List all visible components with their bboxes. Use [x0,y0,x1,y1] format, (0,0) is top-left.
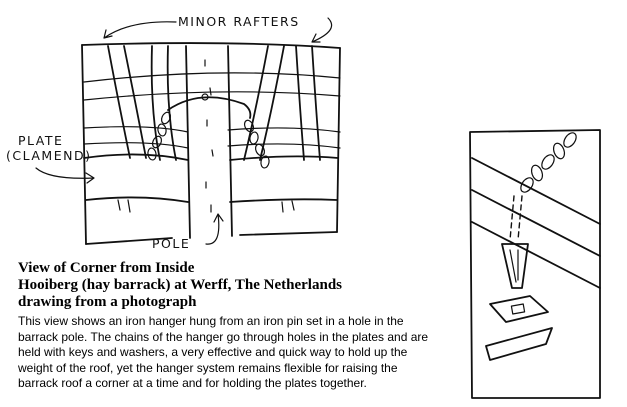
caption-title-line3: drawing from a photograph [18,294,197,310]
back-beam-lower [84,92,340,100]
back-beam [84,73,340,82]
caption-title-line1: View of Corner from Inside [18,260,195,276]
mid-beam-lower [84,143,340,148]
minor-rafters-arrow-left [104,22,176,38]
detail-key [502,244,528,288]
minor-rafters-arrow-right [312,18,332,42]
frame-bottom [86,232,337,244]
plate-label-group [6,133,94,183]
plate-key [118,200,294,212]
minor-rafters-label: MINOR RAFTERS [178,14,300,29]
detail-washer [490,296,548,322]
pole-label: POLE [152,236,191,251]
minor-rafter [168,46,176,160]
detail-chain-hidden [510,196,522,240]
detail-washer-hole [511,304,524,314]
minor-rafter [260,46,284,160]
caption [18,260,438,392]
detail-key-shading [510,250,518,282]
frame-top [82,43,340,48]
caption-body: This view shows an iron hanger hung from an iron pin set in a hole in the barrack pole. The chains of the hanger go through holes in the plates and are held with keys and washers, a very effective and quick way to hold up the weight of the roof, yet the hanger system remains flexible for raising the barrack roof a corner at a time and for holding the plates together. [18,314,429,390]
plate-beam-top [84,154,338,160]
plate-beam-bottom [86,197,337,202]
caption-title-line2: Hooiberg (hay barrack) at Werff, The Netherlands [18,277,343,293]
minor-rafter [296,46,304,160]
minor-rafters-label-group [104,14,332,42]
plate-label-line1: PLATE [18,133,64,148]
detail-plate-top [472,158,600,224]
pole-left-edge [186,46,190,238]
pole-label-arrow [206,214,223,244]
corner-view-sketch [82,43,340,244]
pole-grain [205,60,213,212]
pole-label-group [152,214,223,251]
minor-rafter [312,46,320,160]
hanger-detail-sketch [470,130,600,398]
detail-wedge [486,328,552,360]
plate-label-line2: (CLAMEND) [6,148,92,163]
detail-chain [518,131,578,195]
pole-right-edge [228,46,232,236]
iron-hanger-strap [168,97,250,118]
detail-plate-bottom [472,222,600,288]
frame-right [337,48,340,232]
detail-plate-mid [472,190,600,256]
